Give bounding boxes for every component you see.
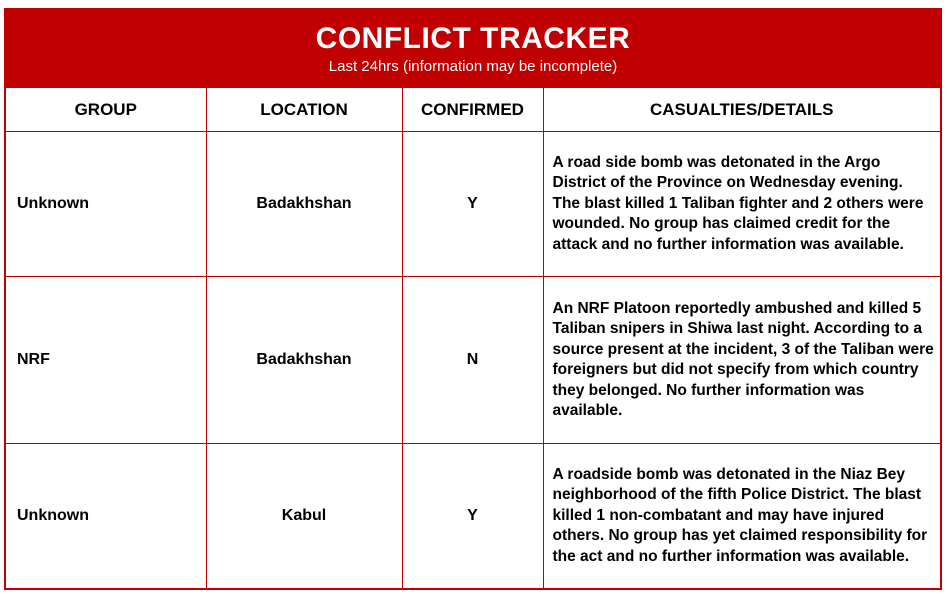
group-cell: NRF xyxy=(6,277,206,444)
title-banner xyxy=(6,10,940,88)
page-title: CONFLICT TRACKER xyxy=(315,22,631,55)
location-cell: Badakhshan xyxy=(206,132,402,277)
group-cell: Unknown xyxy=(6,132,206,277)
column-header-details: CASUALTIES/DETAILS xyxy=(543,88,940,132)
group-cell: Unknown xyxy=(6,444,206,589)
confirmed-cell: Y xyxy=(402,444,543,589)
confirmed-cell: Y xyxy=(402,132,543,277)
column-header-group: GROUP xyxy=(6,88,206,132)
details-cell: A roadside bomb was detonated in the Niaz Bey neighborhood of the fifth Police District. The blast killed 1 non-combatant and may have injured others. No group has yet claimed responsibility for the act and no further information was available. xyxy=(543,444,940,589)
page-subtitle: Last 24hrs (information may be incomplete) xyxy=(328,58,618,75)
incident-table xyxy=(6,88,940,588)
table-header-row xyxy=(6,88,940,132)
confirmed-cell: N xyxy=(402,277,543,444)
table-row xyxy=(6,277,940,444)
column-header-confirmed: CONFIRMED xyxy=(402,88,543,132)
location-cell: Kabul xyxy=(206,444,402,589)
column-header-location: LOCATION xyxy=(206,88,402,132)
location-cell: Badakhshan xyxy=(206,277,402,444)
table-row xyxy=(6,444,940,589)
details-cell: A road side bomb was detonated in the Argo District of the Province on Wednesday evening. The blast killed 1 Taliban fighter and 2 others were wounded. No group has claimed credit for the attack and no further information was available. xyxy=(543,132,940,277)
table-row xyxy=(6,132,940,277)
conflict-tracker xyxy=(4,8,942,590)
details-cell: An NRF Platoon reportedly ambushed and killed 5 Taliban snipers in Shiwa last night. According to a source present at the incident, 3 of the Taliban were foreigners but did not specify from which country they belonged. No further information was available. xyxy=(543,277,940,444)
